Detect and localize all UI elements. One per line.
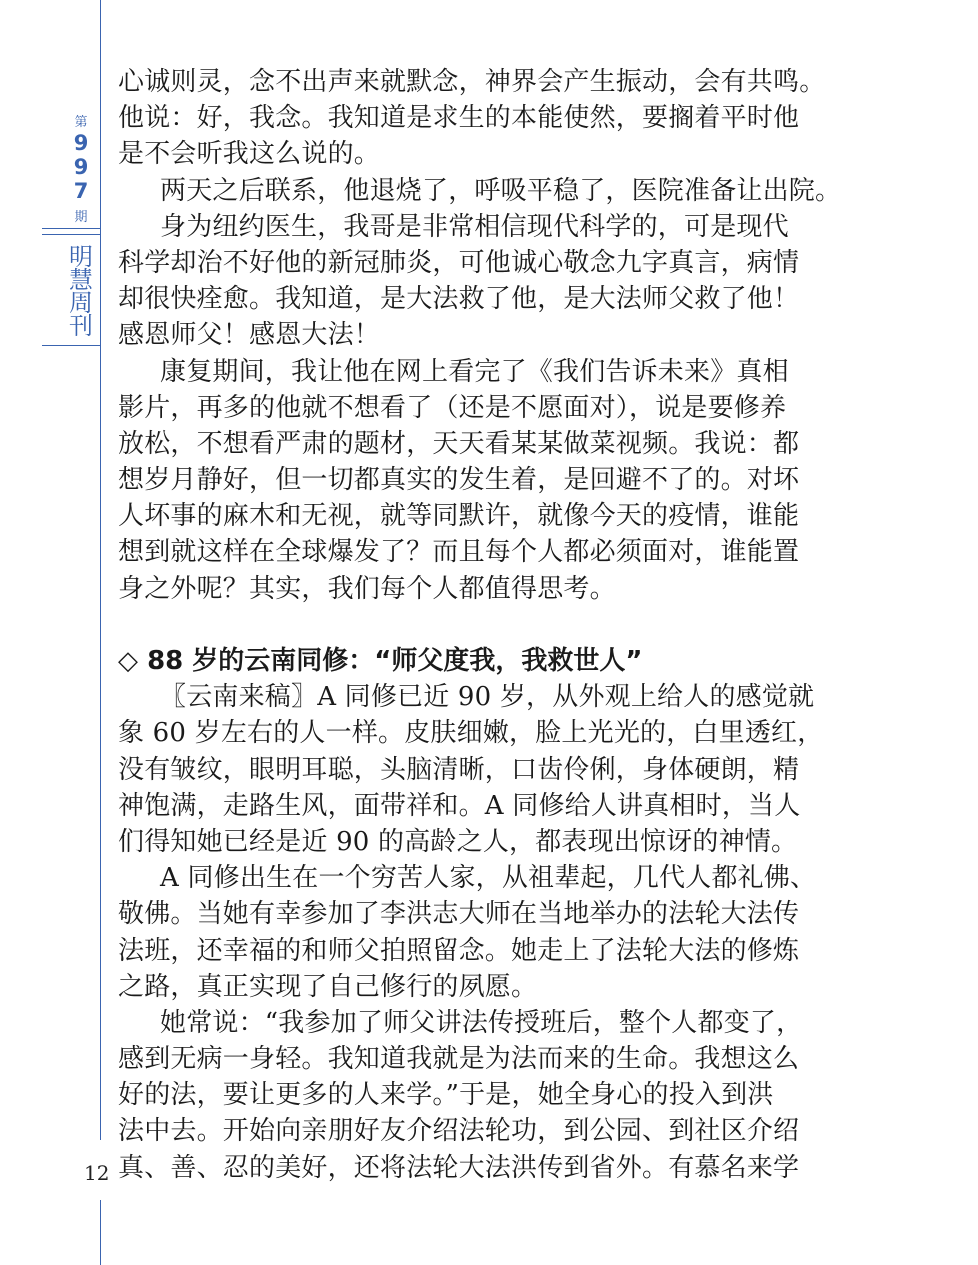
margin-rule-top [100, 0, 101, 1140]
issue-digit-1: 9 [73, 131, 89, 155]
text-line: 感恩师父！感恩大法！ [118, 320, 381, 351]
text-line: 敬佛。当她有幸参加了李洪志大师在当地举办的法轮大法传 [118, 899, 800, 930]
text-line: 身为纽约医生，我哥是非常相信现代科学的，可是现代 [160, 211, 789, 242]
sidebar-divider-top [42, 228, 100, 229]
publication-name [62, 243, 100, 340]
sidebar-divider-brand [42, 345, 100, 346]
issue-digit-3: 7 [73, 179, 89, 203]
publication-char: 慧 [69, 266, 93, 294]
text-line: 没有皱纹，眼明耳聪，头脑清晰，口齿伶俐，身体硬朗，精 [118, 754, 800, 785]
margin-rule-bottom [100, 1200, 101, 1265]
text-line: 真、善、忍的美好，还将法轮大法洪传到省外。有慕名来学 [118, 1152, 800, 1183]
publication-char: 刊 [69, 312, 93, 340]
text-line: 法班，还幸福的和师父拍照留念。她走上了法轮大法的修炼 [118, 935, 800, 966]
text-line: 康复期间，我让他在网上看完了《我们告诉未来》真相 [160, 356, 789, 387]
publication-char: 明 [69, 243, 93, 271]
text-line: 想岁月静好，但一切都真实的发生着，是回避不了的。对坏 [118, 465, 800, 496]
page-number: 12 [84, 1161, 110, 1185]
issue-prefix: 第 [74, 115, 88, 130]
text-line: 心诚则灵，念不出声来就默念，神界会产生振动，会有共鸣。 [118, 67, 826, 97]
section-spacer [118, 607, 864, 643]
text-line: 两天之后联系，他退烧了，呼吸平稳了，医院准备让出院。 [160, 175, 842, 206]
text-line: 们得知她已经是近 90 的高龄之人，都表现出惊讶的神情。 [118, 826, 798, 857]
issue-digit-2: 9 [73, 155, 89, 179]
publication-char: 周 [69, 289, 93, 317]
text-line: 却很快痊愈。我知道，是大法救了他，是大法师父救了他！ [118, 284, 800, 315]
text-line: 他说：好，我念。我知道是求生的本能使然，要搁着平时他 [118, 103, 800, 134]
text-line: 她常说：“我参加了师父讲法传授班后，整个人都变了， [160, 1007, 803, 1038]
text-line: A 同修出生在一个穷苦人家，从祖辈起，几代人都礼佛、 [160, 863, 817, 894]
text-line: 放松，不想看严肃的题材，天天看某某做菜视频。我说：都 [118, 428, 800, 459]
section-title: 88 岁的云南同修：“师父度我，我救世人” [147, 646, 643, 676]
text-line: 象 60 岁左右的人一样。皮肤细嫩，脸上光光的，白里透红， [118, 718, 824, 749]
sidebar-divider-bottom [42, 234, 100, 235]
text-line: 影片，再多的他就不想看了（还是不愿面对），说是要修养 [118, 392, 787, 423]
text-line: 人坏事的麻木和无视，就等同默许，就像今天的疫情，谁能 [118, 501, 800, 532]
diamond-icon: ◇ [118, 646, 138, 676]
text-line: 身之外呢？其实，我们每个人都值得思考。 [118, 573, 616, 604]
article-body [118, 64, 864, 1186]
text-line: 神饱满，走路生风，面带祥和。A 同修给人讲真相时，当人 [118, 790, 801, 821]
text-line: 之路，真正实现了自己修行的夙愿。 [118, 971, 538, 1002]
text-line: 想到就这样在全球爆发了？而且每个人都必须面对，谁能置 [118, 537, 800, 568]
section-heading [118, 643, 864, 679]
issue-suffix: 期 [74, 210, 88, 225]
text-line: 感到无病一身轻。我知道我就是为法而来的生命。我想这么 [118, 1044, 800, 1075]
text-line: 好的法，要让更多的人来学。”于是，她全身心的投入到洪 [118, 1080, 774, 1111]
text-line: 是不会听我这么说的。 [118, 139, 381, 170]
text-line: 〖云南来稿〗A 同修已近 90 岁，从外观上给人的感觉就 [160, 682, 815, 713]
text-line: 科学却治不好他的新冠肺炎，可他诚心敬念九字真言，病情 [118, 247, 800, 278]
text-line: 法中去。开始向亲朋好友介绍法轮功，到公园、到社区介绍 [118, 1116, 800, 1147]
